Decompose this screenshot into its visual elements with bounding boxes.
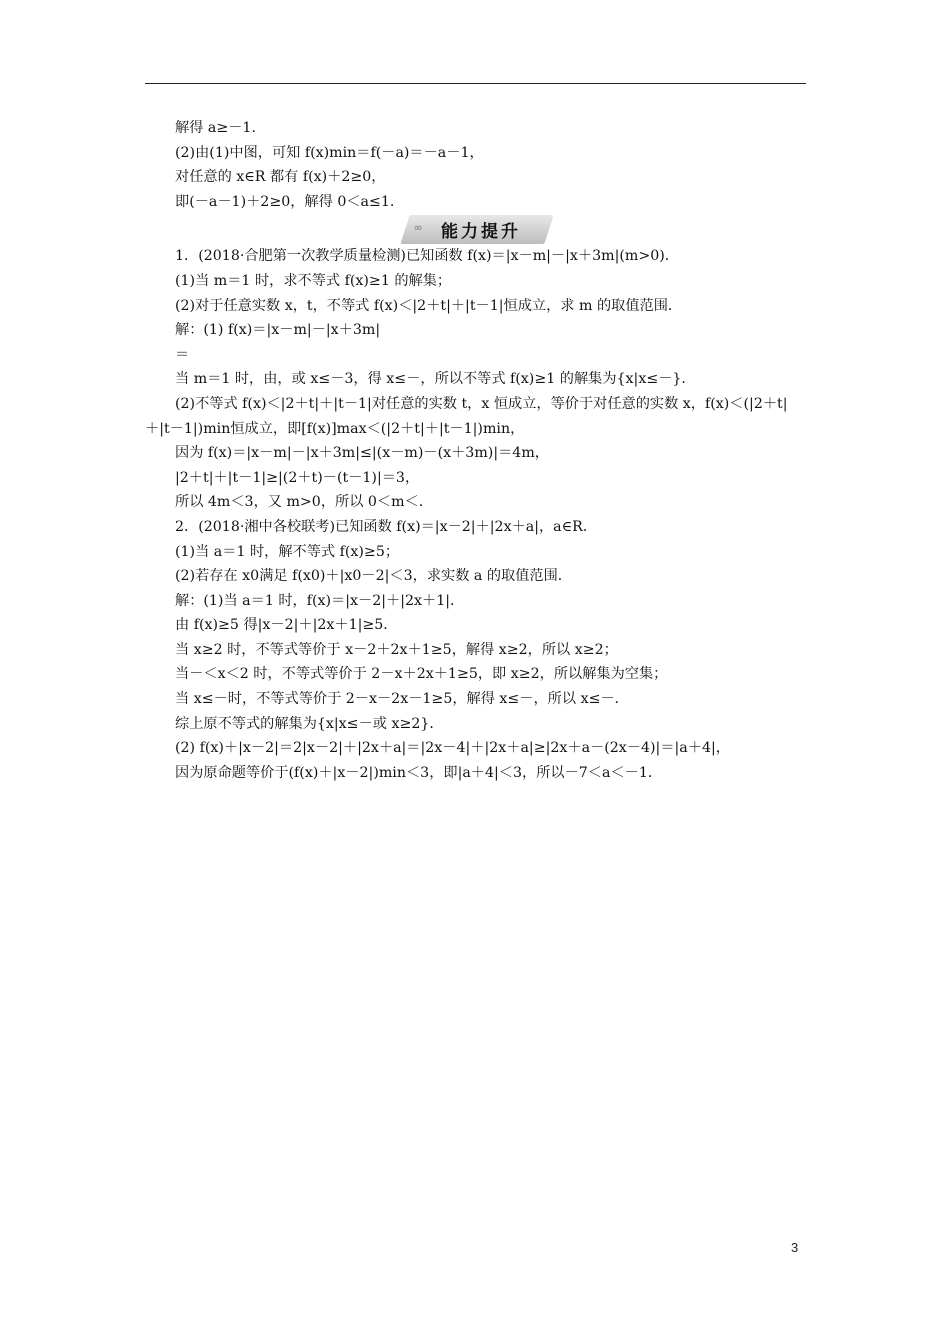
text-line: 当 x≥2 时，不等式等价于 x－2＋2x＋1≥5，解得 x≥2，所以 x≥2； [175,641,618,658]
text-line: 因为 f(x)＝|x－m|－|x＋3m|≤|(x－m)－(x＋3m)|＝4m， [175,445,549,462]
text-paragraph: (2)不等式 f(x)＜|2＋t|＋|t－1|对任意的实数 t，x 恒成立，等价于对任意的实数 x，f(x)＜(|2＋t|＋|t－1|)min恒成立，即[f(x)]max＜(|2＋t|＋|t－1|)min， [145,395,788,437]
text-line: 对任意的 x∈R 都有 f(x)＋2≥0， [175,169,386,186]
text-line: (2)若存在 x0满足 f(x0)＋|x0－2|＜3，求实数 a 的取值范围． [175,568,572,585]
text-line: (1)当 m＝1 时，求不等式 f(x)≥1 的解集； [175,272,452,289]
text-line: 当 m＝1 时，由，或 x≤－3，得 x≤－，所以不等式 f(x)≥1 的解集为{x|x≤－}． [175,371,696,388]
text-line: 当－＜x＜2 时，不等式等价于 2－x＋2x＋1≥5，即 x≥2，所以解集为空集； [175,666,668,683]
text-line: |2＋t|＋|t－1|≥|(2＋t)－(t－1)|＝3， [175,469,420,486]
text-line: 当 x≤－时，不等式等价于 2－x－2x－1≥5，解得 x≤－，所以 x≤－． [175,691,629,708]
section-title: 能力提升 [440,221,521,242]
text-line: 因为原命题等价于(f(x)＋|x－2|)min＜3，即|a＋4|＜3，所以－7＜a＜－1． [175,764,663,781]
text-line: 由 f(x)≥5 得|x－2|＋|2x＋1|≥5． [175,617,398,634]
text-line: 所以 4m＜3，又 m>0，所以 0＜m＜． [175,494,433,511]
text-line: 综上原不等式的解集为{x|x≤－或 x≥2}． [175,715,444,732]
text-line: 即(－a－1)＋2≥0，解得 0＜a≤1. [175,193,395,210]
document-body [145,116,808,785]
text-line: (2)对于任意实数 x，t，不等式 f(x)＜|2＋t|＋|t－1|恒成立，求 m 的取值范围． [175,297,683,314]
text-line: 解：(1)当 a＝1 时，f(x)＝|x－2|＋|2x＋1|． [175,592,465,609]
infinity-icon: ∞ [413,220,423,234]
text-line: 解得 a≥－1. [175,120,256,136]
problem-statement: 1．(2018·合肥第一次教学质量检测)已知函数 f(x)＝|x－m|－|x＋3m|(m>0)． [175,248,679,265]
text-line: 解：(1) f(x)＝|x－m|－|x＋3m| [175,322,381,339]
text-line: ＝ [175,346,190,363]
header-rule [145,83,806,84]
banner-box [400,215,553,244]
section-banner [145,214,808,244]
page-number: 3 [791,1240,799,1255]
text-line: (2)由(1)中图，可知 f(x)min＝f(－a)＝－a－1， [175,144,484,161]
text-paragraph: (2) f(x)＋|x－2|＝2|x－2|＋|2x＋a|＝|2x－4|＋|2x＋a|≥|2x＋a－(2x－4)|＝|a＋4|， [175,740,730,757]
text-line: (1)当 a＝1 时，解不等式 f(x)≥5； [175,543,400,560]
problem-statement: 2．(2018·湘中各校联考)已知函数 f(x)＝|x－2|＋|2x＋a|，a∈R． [175,518,598,535]
